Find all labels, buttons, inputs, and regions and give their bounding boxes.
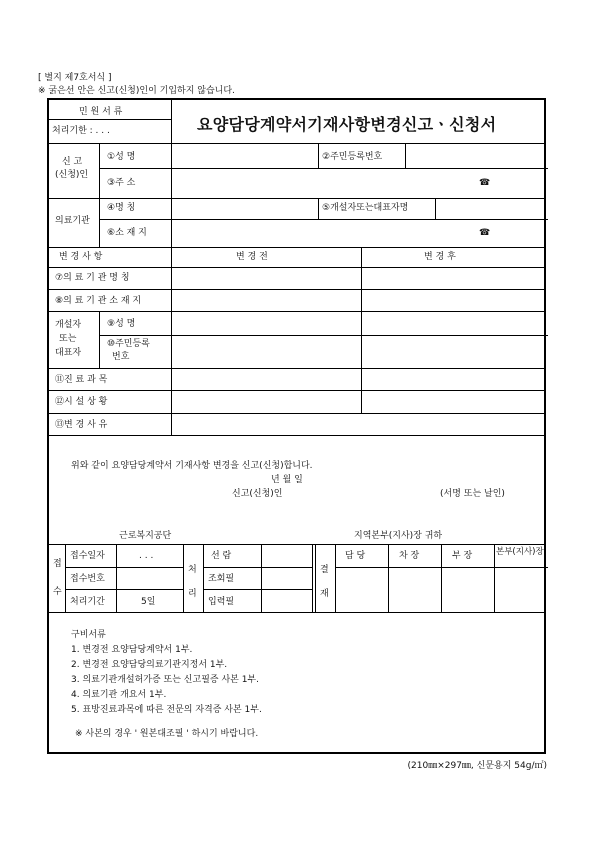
divider <box>171 143 172 198</box>
divider <box>49 612 544 613</box>
receipt-section-label: 접 <box>53 559 62 569</box>
approver-deputy: 차 장 <box>399 551 420 561</box>
applicant-rrn-label: ②주민등록번호 <box>322 152 383 162</box>
divider <box>335 567 548 568</box>
view-label: 선 람 <box>211 551 232 561</box>
divider <box>203 589 312 590</box>
divider <box>49 544 544 545</box>
applicant-section-label: (신청)인 <box>55 170 89 180</box>
divider <box>203 544 204 612</box>
receipt-section-label: 수 <box>53 587 62 597</box>
divider <box>171 247 172 435</box>
divider <box>49 289 544 290</box>
divider <box>65 567 183 568</box>
divider <box>49 390 544 391</box>
row-representative-rrn: ⑩주민등록 <box>107 339 150 349</box>
divider <box>99 143 100 198</box>
after-change-header: 변 경 후 <box>424 252 456 262</box>
divider <box>49 435 544 436</box>
paper-spec-footer: (210㎜×297㎜, 신문용지 54g/㎡) <box>407 761 547 771</box>
required-document-item: 2. 변경전 요양담당의료기관지정서 1부. <box>71 660 228 670</box>
divider <box>99 198 100 247</box>
declaration-date: 년 월 일 <box>271 475 303 485</box>
required-documents-heading: 구비서류 <box>71 630 106 640</box>
input-check-label: 입력필 <box>208 597 235 607</box>
representative-group-label: 대표자 <box>55 348 82 358</box>
divider <box>171 100 172 143</box>
divider <box>171 198 172 247</box>
divider <box>49 143 544 144</box>
declaration-text: 위와 같이 요양담당계약서 기재사항 변경을 신고(신청)합니다. <box>71 461 313 471</box>
receipt-date-value: . . . <box>139 551 154 561</box>
divider <box>315 544 316 612</box>
divider <box>99 311 100 368</box>
institution-name-label: ④명 칭 <box>107 203 136 213</box>
representative-group-label: 또는 <box>59 334 77 344</box>
divider <box>312 544 313 612</box>
applicant-name-label: ①성 명 <box>107 152 136 162</box>
applicant-address-label: ③주 소 <box>107 178 136 188</box>
before-change-header: 변 경 전 <box>236 252 268 262</box>
addressee: 지역본부(지사)장 귀하 <box>354 531 443 541</box>
row-representative-name: ⑨성 명 <box>107 319 136 329</box>
row-institution-name: ⑦의 료 기 관 명 칭 <box>55 273 130 283</box>
divider <box>435 198 436 219</box>
divider <box>65 589 183 590</box>
agency-name: 근로복지공단 <box>119 531 172 541</box>
application-form <box>47 98 546 754</box>
form-number: [ 별지 제7호서식 ] <box>38 73 112 83</box>
divider <box>99 335 548 336</box>
divider <box>361 247 362 413</box>
divider <box>49 311 544 312</box>
process-section-label: 리 <box>188 589 197 599</box>
divider <box>441 544 442 612</box>
copy-certification-note: ※ 사본의 경우 ' 원본대조필 ' 하시기 바랍니다. <box>75 729 259 739</box>
row-medical-departments: ⑪진 료 과 목 <box>55 375 108 385</box>
divider <box>65 544 66 612</box>
row-institution-location: ⑧의 료 기 관 소 재 지 <box>55 296 142 306</box>
representative-name-label: ⑤개설자또는대표자명 <box>322 203 409 213</box>
divider <box>99 219 548 220</box>
required-documents <box>71 628 262 718</box>
approver-head: 본부(지사)장 <box>496 547 544 557</box>
divider <box>318 143 319 168</box>
processing-period-value: 5일 <box>141 597 156 607</box>
representative-group-label: 개설자 <box>55 320 82 330</box>
civil-document-label: 민 원 서 류 <box>79 107 123 117</box>
process-section-label: 처 <box>188 565 197 575</box>
divider <box>49 413 544 414</box>
required-document-item: 3. 의료기관개설허가증 또는 신고필증 사본 1부. <box>71 675 259 685</box>
approval-section-label: 결 <box>320 565 329 575</box>
change-item-header: 변 경 사 항 <box>59 252 103 262</box>
required-document-item: 5. 표방진료과목에 따른 전문의 자격증 사본 1부. <box>71 705 262 715</box>
divider <box>335 544 336 612</box>
processing-period-label: 처리기한 : . . . <box>52 126 110 136</box>
approver-manager: 부 장 <box>452 551 473 561</box>
approval-section-label: 재 <box>320 589 329 599</box>
phone-icon: ☎ <box>479 228 491 238</box>
approver-head-cell <box>495 546 546 565</box>
phone-icon: ☎ <box>479 178 491 188</box>
processing-period-row-label: 처리기간 <box>70 597 105 607</box>
approver-staff: 담 당 <box>345 551 366 561</box>
instruction-note: ※ 굵은선 안은 신고(신청)인이 기입하지 않습니다. <box>38 86 235 96</box>
applicant-section-label: 신 고 <box>62 157 83 167</box>
divider <box>203 567 312 568</box>
divider <box>49 247 544 248</box>
row-change-reason: ⑬변 경 사 유 <box>55 420 108 430</box>
inquiry-check-label: 조회필 <box>208 574 235 584</box>
divider <box>388 544 389 612</box>
divider <box>261 544 262 612</box>
receipt-date-label: 접수일자 <box>70 551 105 561</box>
divider <box>49 267 544 268</box>
declarant-label: 신고(신청)인 <box>232 489 283 499</box>
row-facility-status: ⑫시 설 상 황 <box>55 397 108 407</box>
form-title: 요양담당계약서기재사항변경신고ㆍ신청서 <box>197 115 497 134</box>
institution-location-label: ⑥소 재 지 <box>107 228 147 238</box>
institution-section-label: 의료기관 <box>55 216 90 226</box>
receipt-number-label: 접수번호 <box>70 574 105 584</box>
divider <box>49 198 544 199</box>
divider <box>49 119 171 120</box>
divider <box>183 544 184 612</box>
required-document-item: 4. 의료기관 개요서 1부. <box>71 690 167 700</box>
divider <box>405 143 406 168</box>
divider <box>116 544 117 612</box>
divider <box>99 168 548 169</box>
required-document-item: 1. 변경전 요양담당계약서 1부. <box>71 645 193 655</box>
signature-mark-label: (서명 또는 날인) <box>440 489 505 499</box>
row-representative-rrn: 번호 <box>112 352 130 362</box>
divider <box>318 198 319 219</box>
divider <box>49 368 544 369</box>
